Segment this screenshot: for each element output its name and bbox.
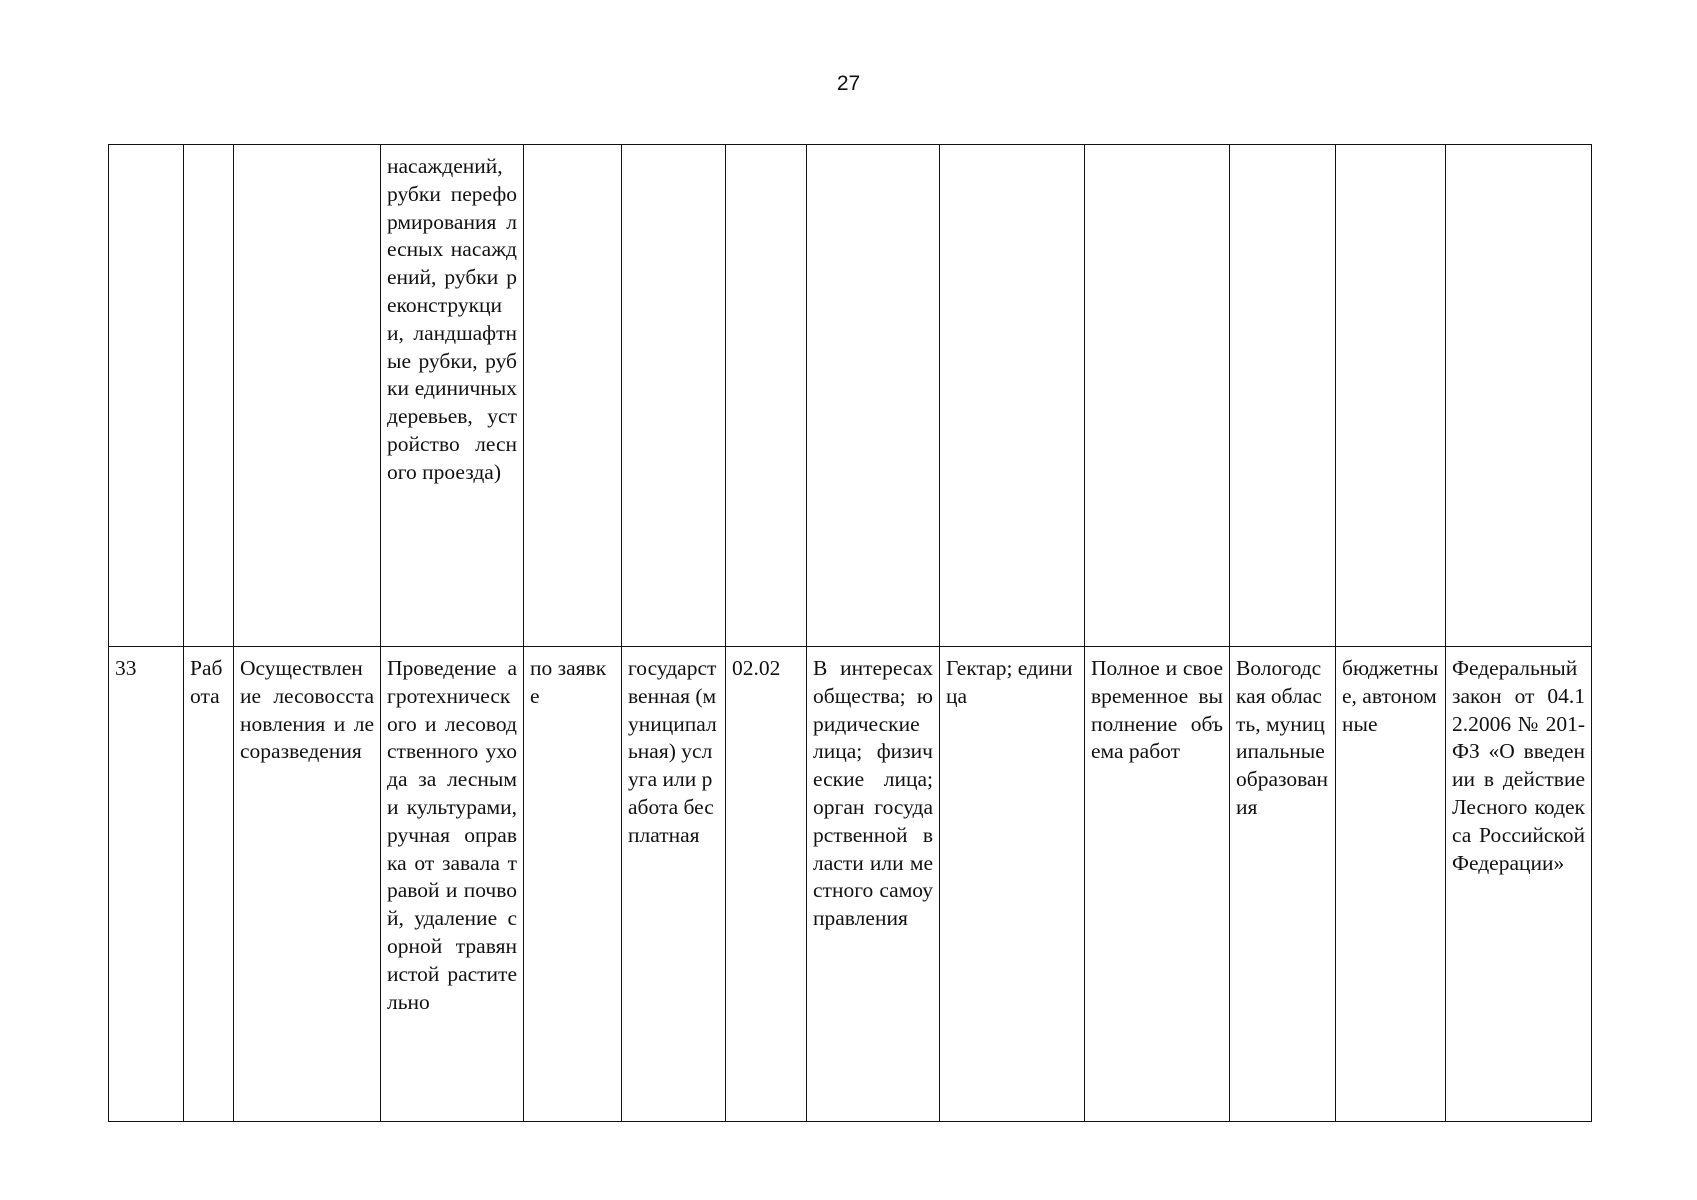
cell-type: Работа xyxy=(184,647,234,1122)
table-row xyxy=(109,145,1592,647)
cell-institution-type: бюджетные, автономные xyxy=(1336,647,1446,1122)
cell-condition: по заявке xyxy=(524,647,622,1122)
cell-code xyxy=(726,145,807,647)
cell-code: 02.02 xyxy=(726,647,807,1122)
cell-units xyxy=(940,145,1085,647)
cell-content: насаждений, рубки переформирования лесных насаждений, рубки реконструкции, ландшафтные рубки, рубки единичных деревьев, устройство лесного проезда) xyxy=(381,145,524,647)
registry-table xyxy=(108,144,1592,1122)
cell-region: Вологодская область, муниципальные образования xyxy=(1230,647,1336,1122)
cell-number xyxy=(109,145,184,647)
cell-indicator xyxy=(1085,145,1230,647)
cell-indicator: Полное и своевременное выполнение объема работ xyxy=(1085,647,1230,1122)
cell-number: 33 xyxy=(109,647,184,1122)
cell-consumers: В интересах общества; юридические лица; физические лица; орган государственной власти или местного самоуправления xyxy=(807,647,940,1122)
cell-region xyxy=(1230,145,1336,647)
cell-institution-type xyxy=(1336,145,1446,647)
cell-activity xyxy=(234,145,381,647)
cell-legal-basis xyxy=(1446,145,1592,647)
cell-service-type xyxy=(622,145,726,647)
cell-consumers xyxy=(807,145,940,647)
cell-content: Проведение агротехнического и лесоводственного ухода за лесными культурами, ручная оправка от завала травой и почвой, удаление сорной травянистой растительно xyxy=(381,647,524,1122)
cell-units: Гектар; единица xyxy=(940,647,1085,1122)
page-number: 27 xyxy=(836,72,861,95)
cell-service-type: государственная (муниципальная) услуга или работа бесплатная xyxy=(622,647,726,1122)
cell-condition xyxy=(524,145,622,647)
table-row xyxy=(109,647,1592,1122)
cell-activity: Осуществление лесовосстановления и лесоразведения xyxy=(234,647,381,1122)
cell-type xyxy=(184,145,234,647)
cell-legal-basis: Федеральный закон от 04.12.2006 № 201-ФЗ «О введении в действие Лесного кодекса Российской Федерации» xyxy=(1446,647,1592,1122)
